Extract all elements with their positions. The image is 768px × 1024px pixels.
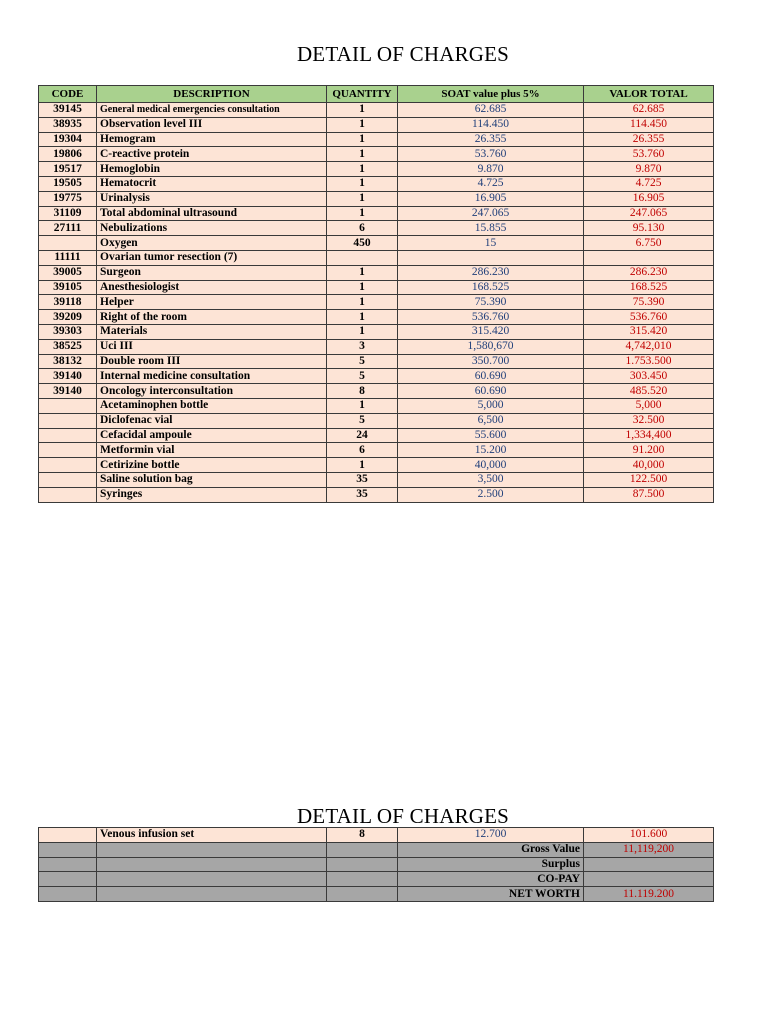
cell-description: Cefacidal ampoule	[97, 428, 327, 443]
empty-cell	[327, 872, 398, 887]
cell-description: Right of the room	[97, 310, 327, 325]
cell-quantity: 1	[327, 206, 398, 221]
cell-code: 19304	[39, 132, 97, 147]
cell-total-value: 485.520	[584, 384, 714, 399]
cell-soat-value: 1,580,670	[398, 339, 584, 354]
cell-total-value: 32.500	[584, 413, 714, 428]
copay-row	[39, 872, 714, 887]
cell-description: General medical emergencies consultation	[97, 103, 327, 118]
cell-code	[39, 472, 97, 487]
column-header-description: DESCRIPTION	[97, 86, 327, 103]
cell-description: Saline solution bag	[97, 472, 327, 487]
cell-quantity: 1	[327, 265, 398, 280]
table-row	[39, 117, 714, 132]
cell-total-value: 1.753.500	[584, 354, 714, 369]
summary-table	[38, 827, 714, 902]
empty-cell	[39, 842, 97, 857]
cell-soat-value: 15.200	[398, 443, 584, 458]
cell-soat-value: 75.390	[398, 295, 584, 310]
cell-total-value: 75.390	[584, 295, 714, 310]
table-row	[39, 280, 714, 295]
cell-code: 19505	[39, 176, 97, 191]
cell-code: 31109	[39, 206, 97, 221]
charges-table-body	[39, 103, 714, 503]
table-row	[39, 132, 714, 147]
cell-code: 39105	[39, 280, 97, 295]
cell-description: Double room III	[97, 354, 327, 369]
cell-code: 19775	[39, 191, 97, 206]
cell-description: Oxygen	[97, 236, 327, 251]
cell-description: Helper	[97, 295, 327, 310]
cell-code	[39, 398, 97, 413]
cell-description: Cetirizine bottle	[97, 458, 327, 473]
cell-soat-value: 247.065	[398, 206, 584, 221]
cell-soat-value: 4.725	[398, 176, 584, 191]
cell-quantity: 35	[327, 472, 398, 487]
cell-total-value: 1,334,400	[584, 428, 714, 443]
copay-amount	[584, 872, 714, 887]
empty-cell	[97, 842, 327, 857]
empty-cell	[327, 887, 398, 902]
cell-code: 11111	[39, 250, 97, 265]
cell-code	[39, 458, 97, 473]
cell-description: Hemogram	[97, 132, 327, 147]
cell-quantity: 8	[327, 384, 398, 399]
net-worth-row	[39, 887, 714, 902]
cell-code: 27111	[39, 221, 97, 236]
cell-total-value	[584, 250, 714, 265]
cell-soat-value: 315.420	[398, 324, 584, 339]
table-row	[39, 339, 714, 354]
cell-description: Urinalysis	[97, 191, 327, 206]
cell-total-value: 62.685	[584, 103, 714, 118]
cell-description: Venous infusion set	[97, 828, 327, 843]
cell-description: Hematocrit	[97, 176, 327, 191]
gross-value-row	[39, 842, 714, 857]
cell-description: Diclofenac vial	[97, 413, 327, 428]
cell-total-value: 536.760	[584, 310, 714, 325]
cell-soat-value: 15.855	[398, 221, 584, 236]
cell-soat-value: 12.700	[398, 828, 584, 843]
cell-description: Observation level III	[97, 117, 327, 132]
cell-quantity: 5	[327, 354, 398, 369]
cell-quantity: 35	[327, 487, 398, 502]
cell-quantity: 1	[327, 295, 398, 310]
cell-total-value: 101.600	[584, 828, 714, 843]
cell-quantity: 450	[327, 236, 398, 251]
cell-soat-value: 350.700	[398, 354, 584, 369]
cell-quantity: 24	[327, 428, 398, 443]
surplus-row	[39, 857, 714, 872]
table-row	[39, 354, 714, 369]
cell-total-value: 114.450	[584, 117, 714, 132]
cell-description: Acetaminophen bottle	[97, 398, 327, 413]
cell-total-value: 303.450	[584, 369, 714, 384]
cell-description: Syringes	[97, 487, 327, 502]
cell-description: Ovarian tumor resection (7)	[97, 250, 327, 265]
cell-quantity: 8	[327, 828, 398, 843]
cell-total-value: 16.905	[584, 191, 714, 206]
cell-quantity: 1	[327, 398, 398, 413]
cell-description: Materials	[97, 324, 327, 339]
cell-description: Internal medicine consultation	[97, 369, 327, 384]
cell-code	[39, 443, 97, 458]
net-worth-amount: 11.119.200	[584, 887, 714, 902]
page-title: DETAIL OF CHARGES	[296, 42, 510, 66]
cell-code: 19806	[39, 147, 97, 162]
cell-code: 38935	[39, 117, 97, 132]
table-row	[39, 369, 714, 384]
table-row	[39, 472, 714, 487]
table-row	[39, 162, 714, 177]
empty-cell	[327, 842, 398, 857]
table-row	[39, 384, 714, 399]
cell-code	[39, 487, 97, 502]
table-row	[39, 176, 714, 191]
cell-quantity: 1	[327, 324, 398, 339]
cell-code	[39, 413, 97, 428]
cell-soat-value: 114.450	[398, 117, 584, 132]
cell-description: Metformin vial	[97, 443, 327, 458]
cell-code: 39145	[39, 103, 97, 118]
cell-soat-value: 536.760	[398, 310, 584, 325]
cell-code: 39303	[39, 324, 97, 339]
table-row	[39, 265, 714, 280]
cell-total-value: 26.355	[584, 132, 714, 147]
table-row	[39, 398, 714, 413]
cell-quantity: 6	[327, 221, 398, 236]
cell-quantity: 1	[327, 191, 398, 206]
cell-soat-value: 40,000	[398, 458, 584, 473]
table-row	[39, 413, 714, 428]
cell-soat-value: 2.500	[398, 487, 584, 502]
cell-soat-value: 26.355	[398, 132, 584, 147]
cell-total-value: 4,742,010	[584, 339, 714, 354]
cell-quantity	[327, 250, 398, 265]
cell-code: 39140	[39, 369, 97, 384]
cell-total-value: 53.760	[584, 147, 714, 162]
cell-quantity: 5	[327, 413, 398, 428]
cell-description: Hemoglobin	[97, 162, 327, 177]
cell-quantity: 1	[327, 458, 398, 473]
cell-description: Uci III	[97, 339, 327, 354]
cell-soat-value: 5,000	[398, 398, 584, 413]
table-row	[39, 236, 714, 251]
cell-total-value: 168.525	[584, 280, 714, 295]
cell-quantity: 5	[327, 369, 398, 384]
table-header-row	[39, 86, 714, 103]
table-row	[39, 295, 714, 310]
cell-code: 39209	[39, 310, 97, 325]
cell-total-value: 95.130	[584, 221, 714, 236]
cell-code: 38132	[39, 354, 97, 369]
gross-value-label: Gross Value	[398, 842, 584, 857]
empty-cell	[97, 887, 327, 902]
cell-quantity: 1	[327, 132, 398, 147]
cell-quantity: 1	[327, 117, 398, 132]
column-header-quantity: QUANTITY	[327, 86, 398, 103]
table-row	[39, 310, 714, 325]
table-row	[39, 324, 714, 339]
cell-soat-value: 55.600	[398, 428, 584, 443]
table-row	[39, 221, 714, 236]
cell-code: 39005	[39, 265, 97, 280]
table-row	[39, 103, 714, 118]
cell-total-value: 315.420	[584, 324, 714, 339]
cell-total-value: 9.870	[584, 162, 714, 177]
cell-soat-value: 286.230	[398, 265, 584, 280]
empty-cell	[97, 872, 327, 887]
cell-soat-value: 60.690	[398, 384, 584, 399]
empty-cell	[327, 857, 398, 872]
cell-soat-value: 3,500	[398, 472, 584, 487]
cell-code	[39, 428, 97, 443]
table-row	[39, 443, 714, 458]
cell-soat-value	[398, 250, 584, 265]
table-row	[39, 191, 714, 206]
cell-code: 19517	[39, 162, 97, 177]
table-row	[39, 428, 714, 443]
cell-code: 39140	[39, 384, 97, 399]
table-row	[39, 458, 714, 473]
cell-total-value: 122.500	[584, 472, 714, 487]
cell-code	[39, 236, 97, 251]
table-row	[39, 147, 714, 162]
cell-description: Nebulizations	[97, 221, 327, 236]
cell-description: Surgeon	[97, 265, 327, 280]
cell-total-value: 286.230	[584, 265, 714, 280]
cell-soat-value: 60.690	[398, 369, 584, 384]
cell-code	[39, 828, 97, 843]
cell-total-value: 247.065	[584, 206, 714, 221]
cell-soat-value: 16.905	[398, 191, 584, 206]
cell-description: C-reactive protein	[97, 147, 327, 162]
table-row	[39, 250, 714, 265]
cell-quantity: 1	[327, 103, 398, 118]
cell-description: Oncology interconsultation	[97, 384, 327, 399]
cell-description: Anesthesiologist	[97, 280, 327, 295]
copay-label: CO-PAY	[398, 872, 584, 887]
cell-description: Total abdominal ultrasound	[97, 206, 327, 221]
table-row	[39, 828, 714, 843]
cell-total-value: 87.500	[584, 487, 714, 502]
net-worth-label: NET WORTH	[398, 887, 584, 902]
cell-total-value: 4.725	[584, 176, 714, 191]
cell-quantity: 1	[327, 147, 398, 162]
table-row	[39, 487, 714, 502]
empty-cell	[39, 872, 97, 887]
column-header-total: VALOR TOTAL	[584, 86, 714, 103]
column-header-soat: SOAT value plus 5%	[398, 86, 584, 103]
cell-soat-value: 168.525	[398, 280, 584, 295]
column-header-code: CODE	[39, 86, 97, 103]
gross-value-amount: 11,119,200	[584, 842, 714, 857]
surplus-label: Surplus	[398, 857, 584, 872]
empty-cell	[39, 887, 97, 902]
cell-code: 39118	[39, 295, 97, 310]
cell-total-value: 91.200	[584, 443, 714, 458]
cell-code: 38525	[39, 339, 97, 354]
cell-quantity: 6	[327, 443, 398, 458]
cell-quantity: 3	[327, 339, 398, 354]
cell-quantity: 1	[327, 162, 398, 177]
cell-total-value: 40,000	[584, 458, 714, 473]
table-row	[39, 206, 714, 221]
cell-total-value: 6.750	[584, 236, 714, 251]
charges-table	[38, 85, 714, 503]
cell-quantity: 1	[327, 310, 398, 325]
footer-title: DETAIL OF CHARGES	[296, 804, 510, 828]
cell-soat-value: 15	[398, 236, 584, 251]
cell-quantity: 1	[327, 176, 398, 191]
cell-quantity: 1	[327, 280, 398, 295]
surplus-amount	[584, 857, 714, 872]
empty-cell	[97, 857, 327, 872]
cell-soat-value: 62.685	[398, 103, 584, 118]
cell-total-value: 5,000	[584, 398, 714, 413]
cell-soat-value: 6,500	[398, 413, 584, 428]
empty-cell	[39, 857, 97, 872]
cell-soat-value: 9.870	[398, 162, 584, 177]
cell-soat-value: 53.760	[398, 147, 584, 162]
